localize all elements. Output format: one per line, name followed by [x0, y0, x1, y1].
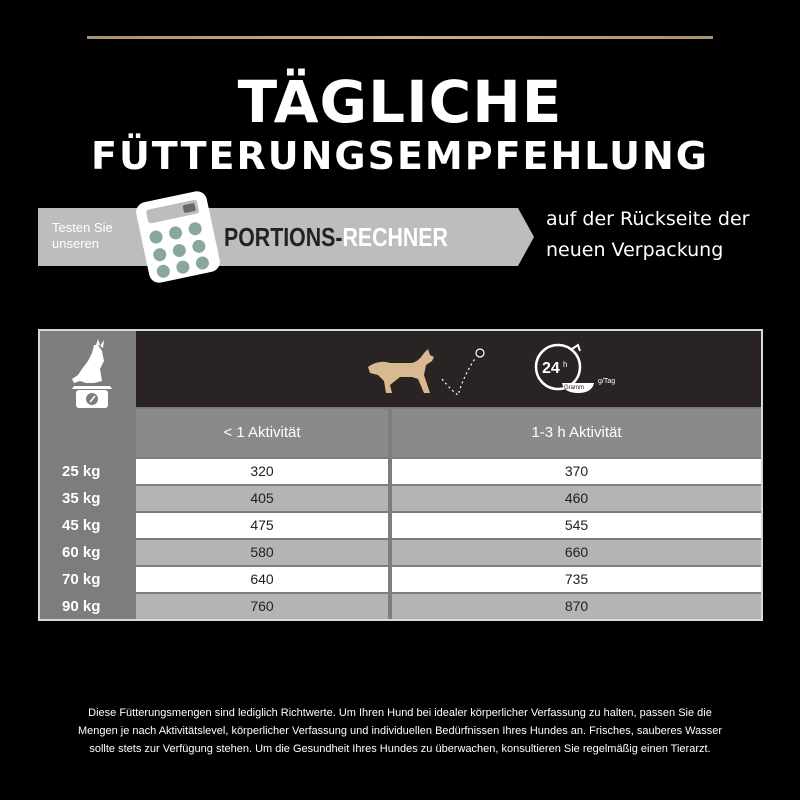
footnote-line2: Mengen je nach Aktivitätslevel, körperlicher Verfassung und individuellen Bedürfnissen Ihres Hundes an. Frisches, sauberes Wasser	[77, 725, 723, 737]
clock-label: 24	[542, 360, 560, 377]
table-cell: 760	[136, 594, 388, 619]
table-cell: 475	[136, 513, 388, 538]
page-subtitle: FÜTTERUNGSEMPFEHLUNG	[90, 134, 709, 178]
row-weight: 60 kg	[62, 544, 101, 561]
table-icon-header	[136, 331, 761, 407]
gold-divider	[87, 36, 713, 39]
feeding-table	[38, 329, 763, 621]
table-cell: 545	[392, 513, 761, 538]
footnote-line1: Diese Fütterungsmengen sind lediglich Richtwerte. Um Ihren Hund bei idealer körperlicher Verfassung zu halten, passen Sie die	[88, 707, 712, 719]
side-note-line2: neuen Verpackung	[546, 239, 724, 261]
unit-label: g/Tag	[598, 378, 616, 385]
footnote-line3: sollte stets zur Verfügung stehen. Um die Gesundheit Ihres Hundes zu überwachen, konsultieren Sie regelmäßig einen Tierarzt.	[89, 743, 711, 755]
table-cell: 660	[392, 540, 761, 565]
side-note-line1: auf der Rückseite der	[546, 208, 750, 230]
table-cell: 870	[392, 594, 761, 619]
row-weight: 90 kg	[62, 598, 101, 615]
row-weight: 35 kg	[62, 490, 101, 507]
portions-label-part1: PORTIONS-	[224, 222, 343, 252]
banner-intro	[52, 220, 142, 252]
row-weight: 70 kg	[62, 571, 101, 588]
24h-clock-bowl-icon	[528, 335, 638, 405]
banner-intro-line1: Testen Sie	[52, 220, 113, 235]
portions-rechner-label	[224, 222, 448, 253]
table-cell: 640	[136, 567, 388, 592]
row-weight: 25 kg	[62, 463, 101, 480]
column-header-high-activity: 1-3 h Aktivität	[392, 409, 761, 457]
disclaimer-footnote	[30, 704, 770, 758]
banner-side-note	[546, 204, 786, 266]
table-cell: 320	[136, 459, 388, 484]
dog-on-scale-icon	[40, 331, 136, 411]
portions-label-part2: RECHNER	[342, 222, 448, 252]
clock-sub-label: h	[563, 360, 568, 369]
column-header-low-activity: < 1 Aktivität	[136, 409, 388, 457]
banner-intro-line2: unseren	[52, 236, 99, 251]
table-cell: 405	[136, 486, 388, 511]
calculator-icon	[134, 189, 221, 284]
table-cell: 580	[136, 540, 388, 565]
running-dog-ball-icon	[360, 335, 500, 405]
table-cell: 735	[392, 567, 761, 592]
gram-label: Gramm	[564, 385, 584, 391]
table-cell: 460	[392, 486, 761, 511]
page-title: TÄGLICHE	[237, 68, 563, 136]
row-weight: 45 kg	[62, 517, 101, 534]
table-cell: 370	[392, 459, 761, 484]
